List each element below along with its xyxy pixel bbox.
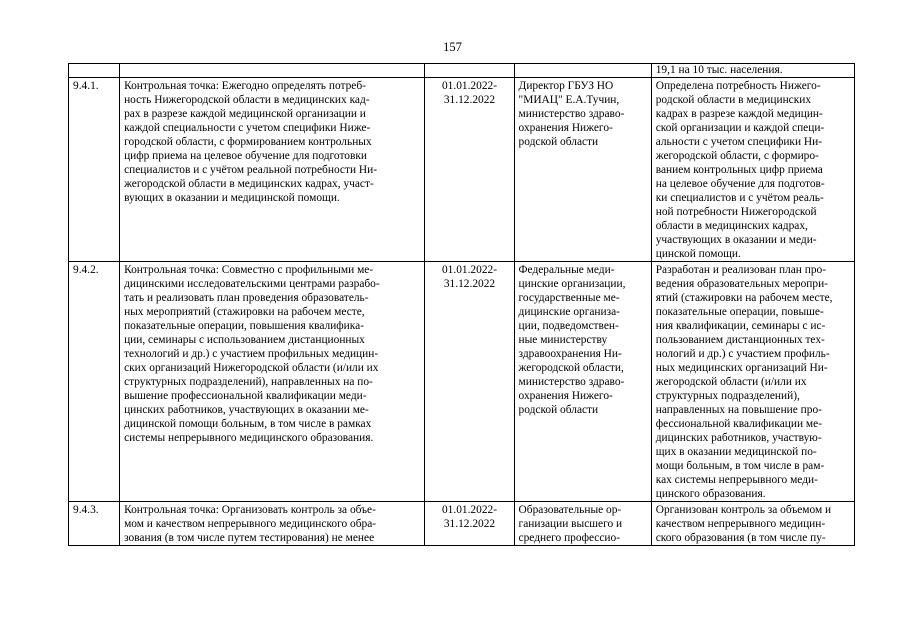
cell-responsible bbox=[514, 64, 651, 78]
cell-number bbox=[69, 64, 120, 78]
cell-description bbox=[120, 64, 425, 78]
table-row-9-4-3 bbox=[69, 502, 855, 546]
table-row-9-4-1 bbox=[69, 78, 855, 262]
cell-description: Контрольная точка: Ежегодно определять потреб- ность Нижегородской области в медицинских кад- рах в разрезе каждой медицинской организации и каждой специальности с учетом специфики Ниже- городской области, с формированием контрольных цифр приема на целевое обучение для подготовки специалистов и с учётом реальной потребности Ни- жегородской области в медицинских кадрах, участ- вующих в оказании и медицинской помощи. bbox=[120, 78, 425, 262]
cell-dates: 01.01.2022- 31.12.2022 bbox=[425, 262, 514, 502]
cell-result: Организован контроль за объемом и качеством непрерывного медицин- ского образования (в том числе пу- bbox=[651, 502, 854, 546]
cell-result: Разработан и реализован план про- ведения образовательных меропри- ятий (стажировки на рабочем месте, показательные операции, повыше- ния квалификации, семинары с ис- пользованием дистанционных тех- нологий и др.) с участием профиль- ных медицинских организаций Ни- жегородской области (и/или их структурных подразделений), направленных на повышение про- фессиональной квалификации ме- дицинских работников, участвую- щих в оказании медицинской по- мощи больным, в том числе в рам- ках системы непрерывного меди- цинского образования. bbox=[651, 262, 854, 502]
cell-number: 9.4.2. bbox=[69, 262, 120, 502]
cell-responsible: Директор ГБУЗ НО "МИАЦ" Е.А.Тучин, министерство здраво- охранения Нижего- родской области bbox=[514, 78, 651, 262]
page-number: 157 bbox=[443, 40, 462, 54]
table-row-9-4-2 bbox=[69, 262, 855, 502]
plan-table bbox=[68, 63, 855, 546]
cell-description: Контрольная точка: Организовать контроль за объе- мом и качеством непрерывного медицинского обра- зования (в том числе путем тестирования) не менее bbox=[120, 502, 425, 546]
cell-responsible: Образовательные ор- ганизации высшего и среднего профессио- bbox=[514, 502, 651, 546]
cell-description: Контрольная точка: Совместно с профильными ме- дицинскими исследовательскими центрами разрабо- тать и реализовать план проведения образователь- ных мероприятий (стажировки на рабочем месте, показательные операции, повышения квалифика- ции, семинары с использованием дистанционных технологий и др.) с участием профильных медицин- ских организаций Нижегородской области (и/или их структурных подразделений), направленных на по- вышение профессиональной квалификации меди- цинских работников, участвующих в оказании ме- дицинской помощи больным, в том числе в рамках системы непрерывного медицинского образования. bbox=[120, 262, 425, 502]
table-row-continued bbox=[69, 64, 855, 78]
cell-dates bbox=[425, 64, 514, 78]
cell-number: 9.4.3. bbox=[69, 502, 120, 546]
cell-responsible: Федеральные меди- цинские организации, государственные ме- дицинские организа- ции, подведомствен- ные министерству здравоохранения Ни- жегородской области, министерство здраво- охранения Нижего- родской области bbox=[514, 262, 651, 502]
cell-dates: 01.01.2022- 31.12.2022 bbox=[425, 502, 514, 546]
cell-result: Определена потребность Нижего- родской области в медицинских кадрах в разрезе каждой медицин- ской организации и каждой специ- альности с учетом специфики Ни- жегородской области, с формиро- ванием контрольных цифр приема на целевое обучение для подготов- ки специалистов и с учётом реаль- ной потребности Нижегородской области в медицинских кадрах, участвующих в оказании и меди- цинской помощи. bbox=[651, 78, 854, 262]
cell-dates: 01.01.2022- 31.12.2022 bbox=[425, 78, 514, 262]
cell-number: 9.4.1. bbox=[69, 78, 120, 262]
cell-result: 19,1 на 10 тыс. населения. bbox=[651, 64, 854, 78]
